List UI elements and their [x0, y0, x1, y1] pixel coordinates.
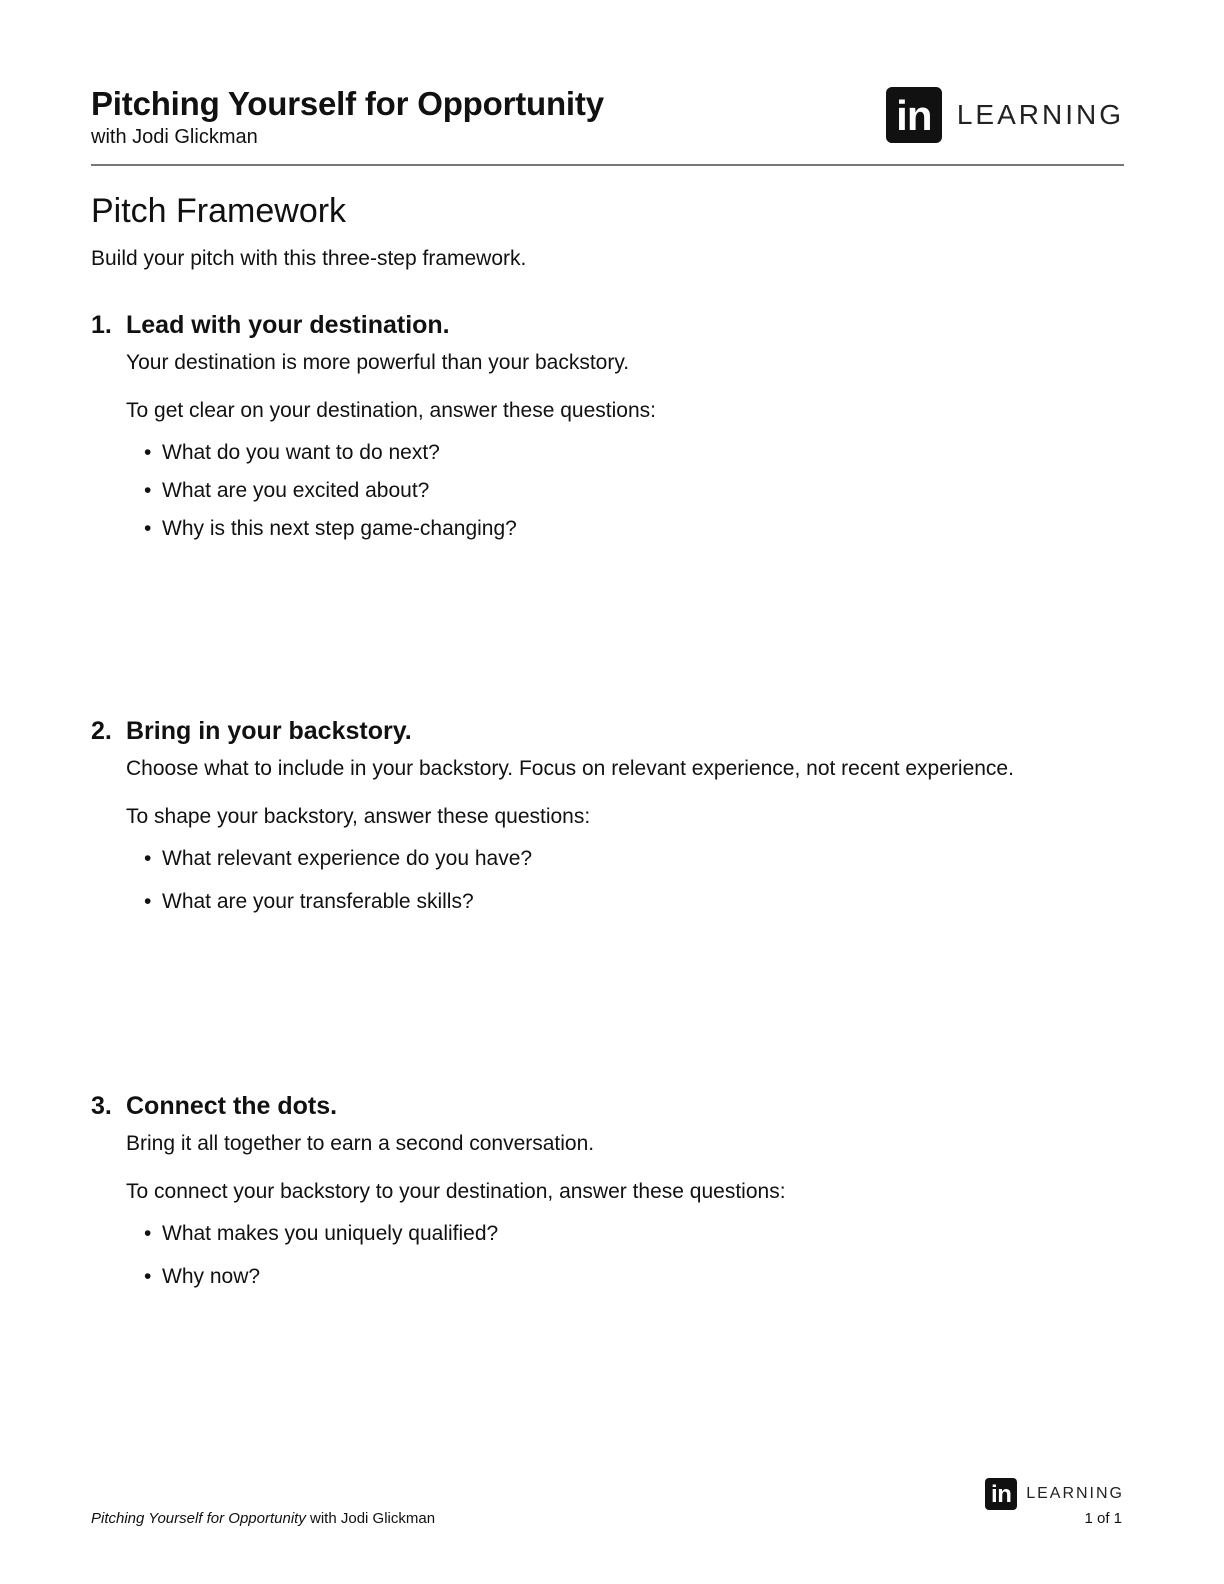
page-number: 1 of 1	[1084, 1510, 1122, 1527]
linkedin-icon: in	[985, 1478, 1017, 1510]
step-title: Connect the dots.	[126, 1092, 338, 1120]
course-title: Pitching Yourself for Opportunity	[91, 85, 604, 122]
footer-course-title: Pitching Yourself for Opportunity	[91, 1510, 306, 1527]
step-description: Bring it all together to earn a second conversation.	[126, 1132, 595, 1155]
step-title: Lead with your destination.	[126, 311, 450, 339]
step-body	[126, 755, 1131, 916]
logo-wordmark: LEARNING	[956, 99, 1124, 130]
step-prompt: To get clear on your destination, answer these questions:	[126, 399, 656, 422]
footer-linkedin-learning-logo	[985, 1478, 1124, 1510]
list-item: • What relevant experience do you have?	[126, 845, 1131, 873]
list-item: • Why is this next step game-changing?	[126, 515, 1131, 543]
header-divider	[91, 164, 1124, 166]
step-title: Bring in your backstory.	[126, 717, 412, 745]
step-heading	[91, 715, 1131, 747]
list-item: • What makes you uniquely qualified?	[126, 1220, 1131, 1248]
footer-course-credit	[91, 1509, 435, 1529]
step-heading	[91, 309, 1131, 341]
list-item: • What do you want to do next?	[126, 439, 1131, 467]
step-body	[126, 349, 1131, 543]
list-item: • What are you excited about?	[126, 477, 1131, 505]
linkedin-icon: in	[886, 87, 942, 143]
step-number: 2.	[91, 717, 112, 745]
step-prompt: To shape your backstory, answer these questions:	[126, 805, 591, 828]
section-intro: Build your pitch with this three-step framework.	[91, 247, 527, 270]
section-title: Pitch Framework	[91, 192, 347, 230]
footer-course-author: with Jodi Glickman	[305, 1510, 436, 1527]
step-prompt: To connect your backstory to your destination, answer these questions:	[126, 1180, 786, 1203]
linkedin-learning-logo	[886, 87, 1124, 143]
step-2	[91, 715, 1131, 916]
step-heading	[91, 1090, 1131, 1122]
question-list	[126, 845, 1131, 916]
page-header	[91, 84, 1124, 150]
question-list	[126, 1220, 1131, 1291]
step-number: 3.	[91, 1092, 112, 1120]
list-item: • What are your transferable skills?	[126, 888, 1131, 916]
course-subtitle: with Jodi Glickman	[91, 126, 258, 148]
step-3	[91, 1090, 1131, 1291]
step-body	[126, 1130, 1131, 1291]
step-description: Choose what to include in your backstory. Focus on relevant experience, not recent experience.	[126, 757, 1014, 780]
list-item: • Why now?	[126, 1263, 1131, 1291]
footer-logo-wordmark: LEARNING	[1026, 1485, 1124, 1502]
step-number: 1.	[91, 311, 112, 339]
step-description: Your destination is more powerful than your backstory.	[126, 351, 630, 374]
question-list	[126, 439, 1131, 543]
step-1	[91, 309, 1131, 543]
